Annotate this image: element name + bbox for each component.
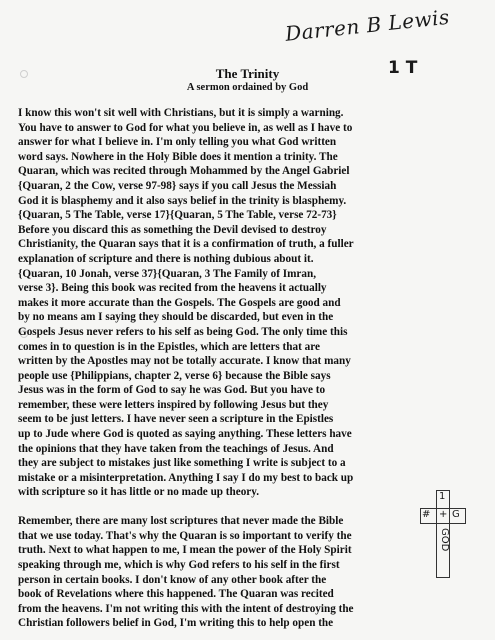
text-line: that we use today. That's why the Quaran is so important to verify the — [18, 529, 352, 542]
text-line: word says. Nowhere in the Holy Bible does it mention a trinity. The — [18, 150, 338, 163]
handwritten-signature: Darren B Lewis — [284, 4, 451, 46]
text-line: Quaran, which was recited through Mohammed by the Angel Gabriel — [18, 165, 350, 178]
document-subtitle: A sermon ordained by God — [186, 82, 309, 93]
text-line: makes it more accurate than the Gospels. The Gospels are good and — [18, 296, 341, 309]
text-line: Gospels Jesus never refers to his self as being God. The only time this — [18, 325, 348, 338]
text-line: Christian followers belief in God, I'm writing this to help open the — [18, 617, 334, 630]
text-line: people use {Philippians, chapter 2, verse 6} because the Bible says — [18, 369, 331, 382]
text-line: You have to answer to God for what you believe in, as well as I have to — [18, 121, 353, 134]
text-line: I know this won't sit well with Christians, but it is simply a warning. — [18, 107, 344, 119]
text-line: the opinions that they have taken from the teachings of Jesus. And — [18, 442, 334, 455]
cross-note-left: # — [422, 509, 431, 520]
paragraph-gap — [18, 500, 483, 514]
text-line: mistake or a misinterpretation. Anything I say I do my best to back up — [18, 471, 354, 484]
handwritten-cross-note — [416, 490, 476, 580]
cross-note-middle: + — [439, 509, 448, 520]
text-line: speaking through me, which is why God refers to his self in the first — [18, 559, 340, 571]
paragraph-2 — [18, 514, 483, 631]
text-line: truth. Next to what happen to me, I mean the power of the Holy Spirit — [18, 544, 352, 557]
text-line: {Quaran, 5 The Table, verse 17}{Quaran, 5 The Table, verse 72-73} — [18, 209, 337, 222]
text-line: Before you discard this as something the Devil devised to destroy — [18, 223, 327, 236]
text-line: they are subject to mistakes just like something I write is subject to a — [18, 457, 346, 470]
text-line: by no means am I saying they should be discarded, but even in the — [18, 311, 334, 324]
text-line: verse 3}. Being this book was recited from the heavens it actually — [18, 282, 327, 295]
text-line: answer for what I believe in. I'm only telling you what God written — [18, 136, 337, 149]
cross-note-bottom: GOD — [439, 528, 450, 552]
text-line: Remember, there are many lost scriptures that never made the Bible — [18, 515, 344, 528]
text-line: explanation of scripture and there is nothing dubious about it. — [18, 252, 314, 265]
text-line: book of Revelations where this happened. The Quaran was recited — [18, 588, 334, 601]
text-line: with scripture so it has little or no made up theory. — [18, 486, 260, 499]
text-line: Jesus was in the form of God to say he was God. But you have to — [18, 384, 326, 397]
text-line: person in certain books. I don't know of any other book after the — [18, 573, 327, 586]
text-line: from the heavens. I'm not writing this with the intent of destroying the — [18, 602, 354, 615]
document-title: The Trinity — [215, 66, 280, 81]
page-mark: 1 T — [388, 58, 418, 78]
text-line: seem to be just letters. I have never seen a scripture in the Epistles — [18, 413, 334, 426]
text-line: {Quaran, 2 the Cow, verse 97-98} says if you call Jesus the Messiah — [18, 179, 337, 192]
text-line: remember, these were letters inspired by following Jesus but they — [18, 398, 329, 411]
text-line: God it is blasphemy and it also says belief in the trinity is blasphemy. — [18, 194, 347, 207]
text-line: up to Jude where God is quoted as saying anything. These letters have — [18, 428, 352, 441]
cross-note-top: 1 — [439, 491, 446, 502]
text-line: Christianity, the Quaran says that it is a confirmation of truth, a fuller — [18, 238, 354, 251]
text-line: {Quaran, 10 Jonah, verse 37}{Quaran, 3 The Family of Imran, — [18, 267, 316, 280]
cross-note-right: G — [452, 509, 460, 520]
paragraph-1 — [18, 106, 483, 500]
text-line: comes in to question is in the Epistles, which are letters that are — [18, 340, 320, 353]
text-line: written by the Apostles may not be totally accurate. I know that many — [18, 355, 351, 368]
sermon-body — [18, 106, 483, 631]
